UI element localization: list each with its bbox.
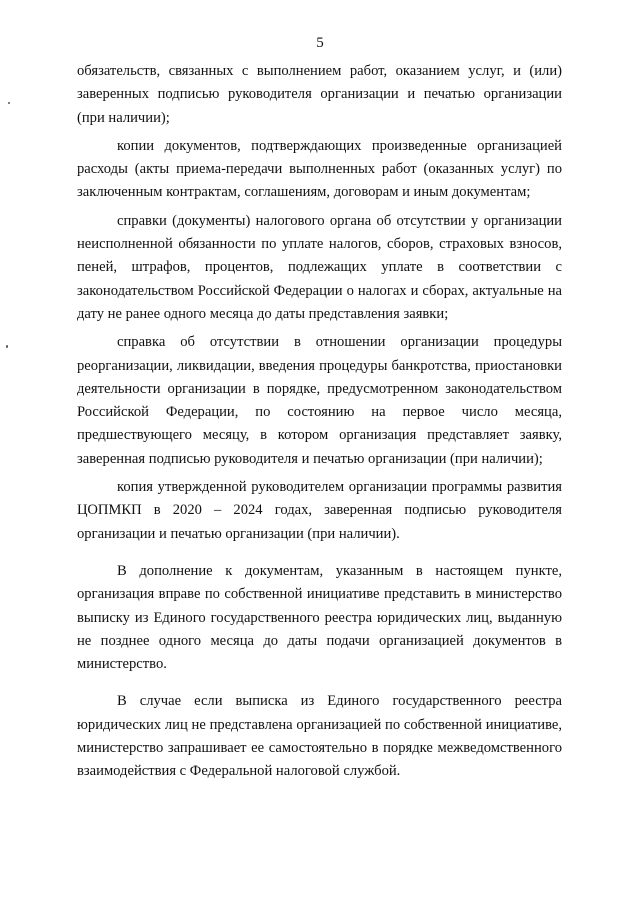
paragraph-continuation: обязательств, связанных с выполнением работ, оказанием услуг, и (или) заверенных подписью руководителя организации и печатью организации (при наличии); [77,63,562,126]
paragraph-no-reorganization-certificate: справка об отсутствии в отношении организации процедуры реорганизации, ликвидации, введения процедуры банкротства, приостановки деятельности организации в порядке, предусмотренном законодательством Российской Федерации, по состоянию на первое число месяца, предшествующего месяцу, в котором организация представляет заявку, заверенная подписью руководителя и печатью организации (при наличии); [77,334,562,467]
paragraph-expense-documents: копии документов, подтверждающих произведенные организацией расходы (акты приема-передачи выполненных работ (оказанных услуг) по заключенным контрактам, соглашениям, договорам и иным документам; [77,137,562,201]
page-number: 5 [316,35,324,51]
scan-speck [6,345,8,348]
paragraph-tax-certificates: справки (документы) налогового органа об отсутствии у организации неисполненной обязанности по уплате налогов, сборов, страховых взносов, пеней, штрафов, процентов, подлежащих уплате в соответствии с законодательством Российской Федерации о налогах и сборах, актуальные на дату не ранее одного месяца до даты представления заявки; [77,212,562,322]
document-body [77,60,562,784]
paragraph-registry-extract: В дополнение к документам, указанным в настоящем пункте, организация вправе по собственной инициативе представить в министерство выписку из Единого государственного реестра юридических лиц, выданную не позднее одного месяца до даты подачи организацией документов в министерство. [77,562,562,673]
paragraph-interagency-request: В случае если выписка из Единого государственного реестра юридических лиц не представлена организацией по собственной инициативе, министерство запрашивает ее самостоятельно в порядке межведомственного взаимодействия с Федеральной налоговой службой. [77,693,562,780]
scan-speck [8,102,10,104]
paragraph-development-program-copy: копия утвержденной руководителем организации программы развития ЦОПМКП в 2020 – 2024 годах, заверенная подписью руководителя организации и печатью организации (при наличии). [77,479,562,542]
